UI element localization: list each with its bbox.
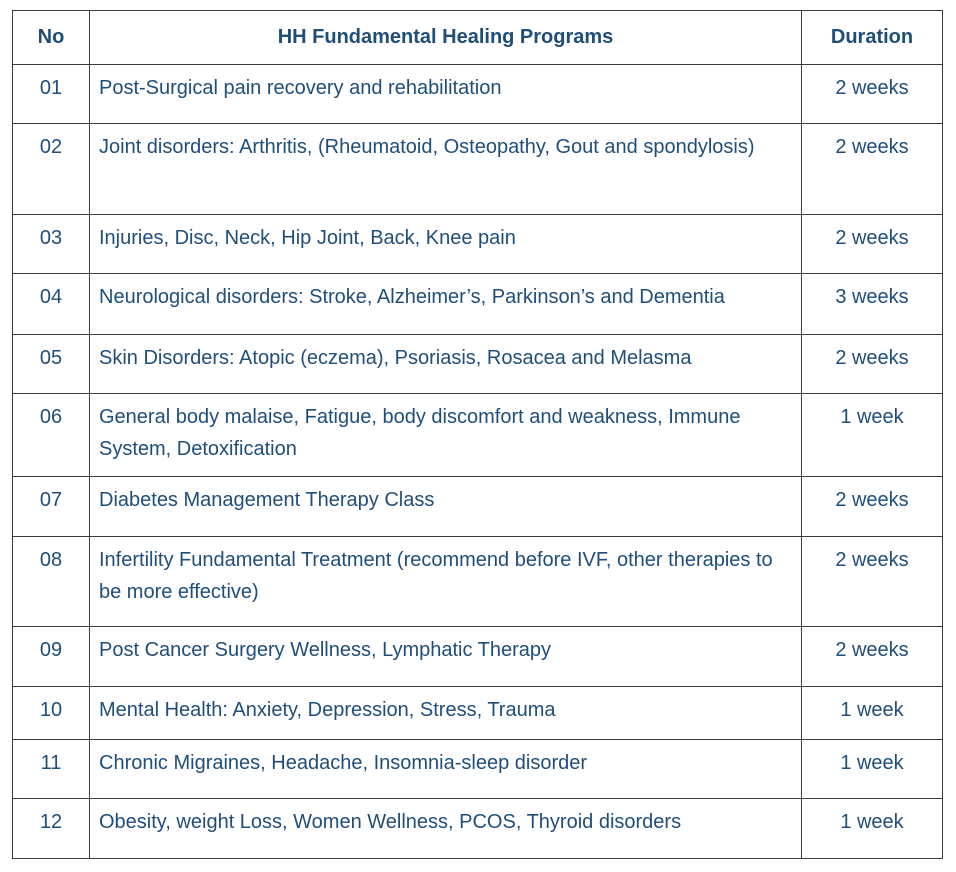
table-row (13, 477, 943, 537)
table-row (13, 537, 943, 627)
program-name: Infertility Fundamental Treatment (recommend before IVF, other therapies to be more effective) (90, 537, 802, 627)
row-number: 11 (13, 740, 90, 799)
program-name: Injuries, Disc, Neck, Hip Joint, Back, Knee pain (90, 215, 802, 274)
program-duration: 2 weeks (802, 335, 943, 394)
program-duration: 2 weeks (802, 627, 943, 687)
row-number: 12 (13, 799, 90, 859)
row-number: 04 (13, 274, 90, 335)
column-header-no: No (13, 11, 90, 65)
row-number: 09 (13, 627, 90, 687)
program-name: Diabetes Management Therapy Class (90, 477, 802, 537)
program-name: Chronic Migraines, Headache, Insomnia-sleep disorder (90, 740, 802, 799)
row-number: 03 (13, 215, 90, 274)
row-number: 05 (13, 335, 90, 394)
program-duration: 2 weeks (802, 477, 943, 537)
column-header-duration: Duration (802, 11, 943, 65)
row-number: 08 (13, 537, 90, 627)
program-name: Post-Surgical pain recovery and rehabilitation (90, 65, 802, 124)
row-number: 06 (13, 394, 90, 477)
table-row (13, 740, 943, 799)
program-duration: 2 weeks (802, 124, 943, 215)
program-duration: 2 weeks (802, 215, 943, 274)
program-name: Skin Disorders: Atopic (eczema), Psoriasis, Rosacea and Melasma (90, 335, 802, 394)
table-row (13, 124, 943, 215)
table-row (13, 799, 943, 859)
row-number: 10 (13, 687, 90, 740)
program-name: Post Cancer Surgery Wellness, Lymphatic Therapy (90, 627, 802, 687)
program-name: Mental Health: Anxiety, Depression, Stress, Trauma (90, 687, 802, 740)
program-duration: 1 week (802, 740, 943, 799)
table-row (13, 687, 943, 740)
table-row (13, 627, 943, 687)
column-header-program: HH Fundamental Healing Programs (90, 11, 802, 65)
program-duration: 1 week (802, 394, 943, 477)
program-duration: 3 weeks (802, 274, 943, 335)
program-duration: 1 week (802, 799, 943, 859)
table-row (13, 394, 943, 477)
table-row (13, 65, 943, 124)
table-row (13, 274, 943, 335)
program-name: Neurological disorders: Stroke, Alzheimer’s, Parkinson’s and Dementia (90, 274, 802, 335)
row-number: 07 (13, 477, 90, 537)
program-duration: 2 weeks (802, 537, 943, 627)
program-name: Joint disorders: Arthritis, (Rheumatoid, Osteopathy, Gout and spondylosis) (90, 124, 802, 215)
table-row (13, 335, 943, 394)
healing-programs-table (12, 10, 943, 859)
row-number: 01 (13, 65, 90, 124)
table-header-row (13, 11, 943, 65)
program-duration: 2 weeks (802, 65, 943, 124)
row-number: 02 (13, 124, 90, 215)
program-duration: 1 week (802, 687, 943, 740)
table-row (13, 215, 943, 274)
program-name: Obesity, weight Loss, Women Wellness, PCOS, Thyroid disorders (90, 799, 802, 859)
program-name: General body malaise, Fatigue, body discomfort and weakness, Immune System, Detoxification (90, 394, 802, 477)
